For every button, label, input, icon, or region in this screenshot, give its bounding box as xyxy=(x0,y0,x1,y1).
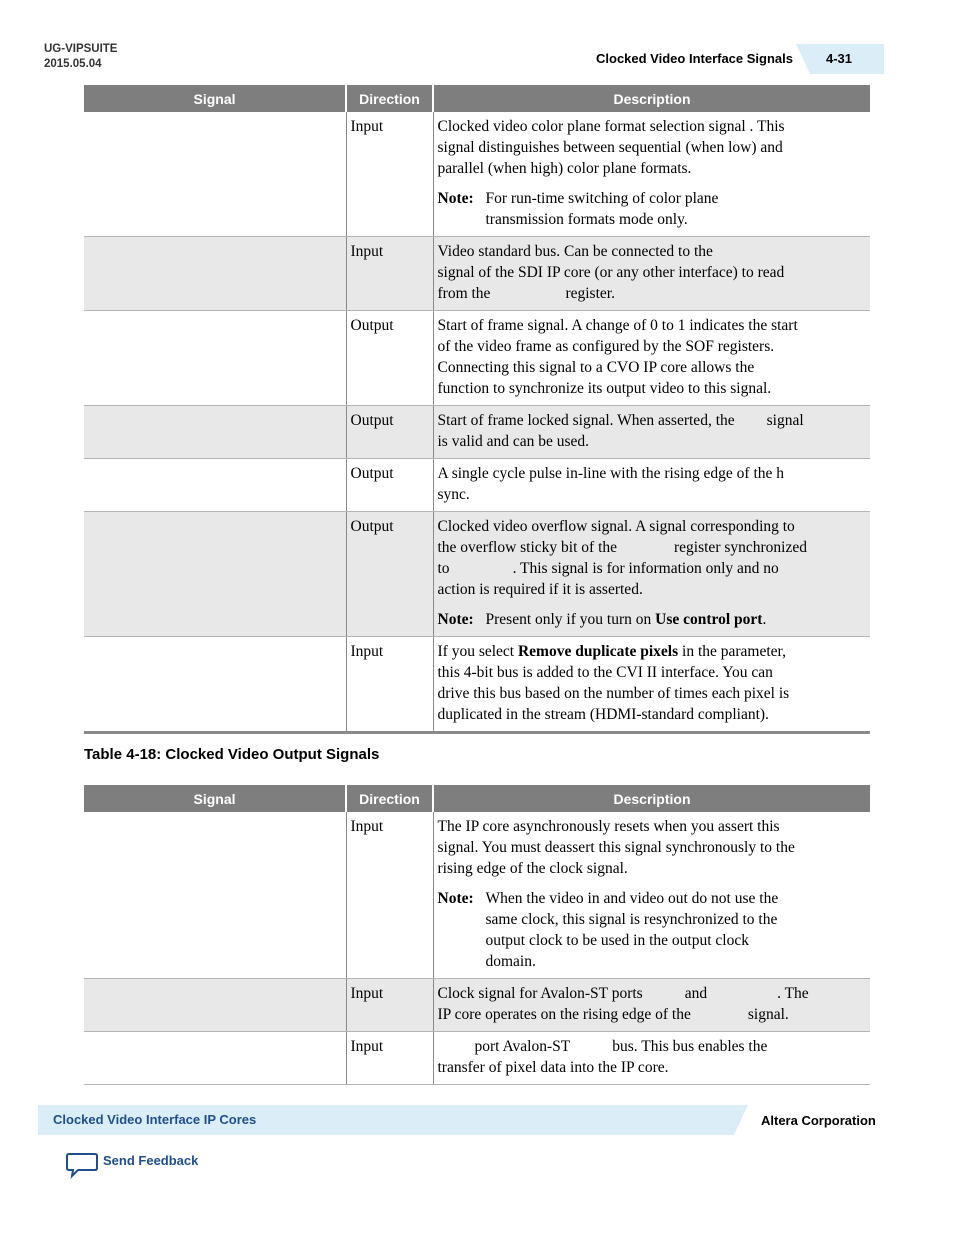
direction-cell: Output xyxy=(346,459,433,512)
document-date: 2015.05.04 xyxy=(44,58,102,70)
description-line xyxy=(438,283,867,304)
document-code: UG-VIPSUITE xyxy=(44,43,118,55)
description-fragment: signal xyxy=(766,412,804,429)
description-line: transfer of pixel data into the IP core. xyxy=(437,1059,669,1076)
page-number: 4-31 xyxy=(826,51,853,66)
description-cell xyxy=(433,1032,870,1085)
description-line: Connecting this signal to a CVO IP core allows the xyxy=(437,359,755,376)
description-line: drive this bus based on the number of times each pixel is xyxy=(437,685,790,702)
description-line: Start of frame signal. A change of 0 to 1 indicates the start xyxy=(437,317,798,334)
description-line xyxy=(438,1004,867,1025)
speech-bubble-icon xyxy=(66,1151,98,1179)
description-fragment: Clock signal for Avalon-ST ports xyxy=(437,985,643,1002)
description-line: signal distinguishes between sequential (when low) and xyxy=(437,139,783,156)
description-line xyxy=(438,558,867,579)
table-row xyxy=(84,1032,870,1085)
description-line: sync. xyxy=(437,486,470,503)
description-fragment: to xyxy=(437,560,450,577)
company-name: Altera Corporation xyxy=(761,1113,876,1128)
note-text: same clock, this signal is resynchronized to the xyxy=(485,911,778,928)
description-line xyxy=(438,410,867,431)
table-row xyxy=(84,979,870,1032)
signal-cell xyxy=(84,112,346,237)
signal-cell xyxy=(84,637,346,733)
direction-cell: Output xyxy=(346,311,433,406)
description-line xyxy=(438,641,867,662)
description-line: function to synchronize its output video to this signal. xyxy=(437,380,772,397)
direction-cell: Output xyxy=(346,512,433,637)
document-id xyxy=(44,42,117,72)
description-line: duplicated in the stream (HDMI-standard compliant). xyxy=(437,706,769,723)
table-row xyxy=(84,311,870,406)
table-row xyxy=(84,112,870,237)
note xyxy=(438,188,867,230)
description-line: action is required if it is asserted. xyxy=(437,581,643,598)
description-cell xyxy=(433,406,870,459)
description-line xyxy=(438,537,867,558)
description-fragment: register synchronized xyxy=(674,539,807,556)
note-text: output clock to be used in the output clock xyxy=(485,932,749,949)
table-row xyxy=(84,512,870,637)
signal-cell xyxy=(84,237,346,311)
note xyxy=(438,609,867,630)
description-cell xyxy=(433,459,870,512)
signal-cell xyxy=(84,406,346,459)
description-line xyxy=(438,983,867,1004)
description-fragment: IP core operates on the rising edge of the xyxy=(437,1006,691,1023)
signal-cell xyxy=(84,512,346,637)
signals-table-continued xyxy=(84,85,870,734)
direction-cell: Input xyxy=(346,1032,433,1085)
column-header-description: Description xyxy=(433,785,870,812)
description-cell xyxy=(433,311,870,406)
note-emphasis: Use control port xyxy=(655,611,763,628)
description-fragment: Start of frame locked signal. When asserted, the xyxy=(437,412,735,429)
direction-cell: Input xyxy=(346,979,433,1032)
direction-cell: Input xyxy=(346,112,433,237)
table-header-row xyxy=(84,785,870,812)
footer-chapter-title: Clocked Video Interface IP Cores xyxy=(53,1112,257,1127)
note-label: Note: xyxy=(437,190,474,207)
note-text: . xyxy=(762,611,767,628)
description-line: A single cycle pulse in-line with the rising edge of the h xyxy=(437,465,785,482)
note-label: Note: xyxy=(437,890,474,907)
description-line: this 4-bit bus is added to the CVI II interface. You can xyxy=(437,664,773,681)
note-label: Note: xyxy=(437,611,474,628)
direction-cell: Input xyxy=(346,637,433,733)
description-fragment: register. xyxy=(565,285,615,302)
description-fragment: and xyxy=(684,985,708,1002)
column-header-description: Description xyxy=(433,85,870,112)
table-row xyxy=(84,812,870,979)
description-cell xyxy=(433,812,870,979)
description-fragment: signal. xyxy=(747,1006,789,1023)
direction-cell: Output xyxy=(346,406,433,459)
description-cell xyxy=(433,237,870,311)
table-row xyxy=(84,406,870,459)
table-row xyxy=(84,637,870,733)
column-header-signal: Signal xyxy=(84,85,346,112)
description-cell xyxy=(433,512,870,637)
description-fragment: in the parameter, xyxy=(678,643,786,660)
table-row xyxy=(84,459,870,512)
column-header-signal: Signal xyxy=(84,785,346,812)
description-fragment: bus. This bus enables the xyxy=(612,1038,768,1055)
description-cell xyxy=(433,112,870,237)
description-fragment: from the xyxy=(437,285,491,302)
page-number-tab xyxy=(796,44,884,74)
description-emphasis: Remove duplicate pixels xyxy=(517,643,679,660)
signal-cell xyxy=(84,812,346,979)
description-cell xyxy=(433,979,870,1032)
note-text: When the video in and video out do not use the xyxy=(485,890,779,907)
description-line: rising edge of the clock signal. xyxy=(437,860,628,877)
signal-cell xyxy=(84,311,346,406)
description-cell xyxy=(433,637,870,733)
table-row xyxy=(84,237,870,311)
description-line: Clocked video overflow signal. A signal corresponding to xyxy=(437,518,795,535)
direction-cell: Input xyxy=(346,812,433,979)
description-line: Video standard bus. Can be connected to the xyxy=(437,243,713,260)
signal-cell xyxy=(84,979,346,1032)
send-feedback-label: Send Feedback xyxy=(103,1153,199,1168)
description-fragment: If you select xyxy=(437,643,518,660)
description-fragment: port Avalon-ST xyxy=(474,1038,571,1055)
note-text: transmission formats mode only. xyxy=(485,211,688,228)
note-text: Present only if you turn on xyxy=(485,611,656,628)
description-fragment: . This signal is for information only and no xyxy=(512,560,779,577)
description-line xyxy=(438,1036,867,1057)
description-line: signal. You must deassert this signal synchronously to the xyxy=(437,839,795,856)
description-line: of the video frame as configured by the SOF registers. xyxy=(437,338,775,355)
signal-cell xyxy=(84,459,346,512)
footer-band xyxy=(38,1105,748,1135)
description-line: signal of the SDI IP core (or any other interface) to read xyxy=(437,264,785,281)
note-text: domain. xyxy=(485,953,536,970)
table-header-row xyxy=(84,85,870,112)
section-title: Clocked Video Interface Signals xyxy=(596,51,793,66)
description-line: The IP core asynchronously resets when you assert this xyxy=(437,818,780,835)
column-header-direction: Direction xyxy=(346,85,433,112)
signal-cell xyxy=(84,1032,346,1085)
table-caption: Table 4-18: Clocked Video Output Signals xyxy=(84,746,380,763)
note-text: For run-time switching of color plane xyxy=(485,190,719,207)
description-fragment: . The xyxy=(777,985,809,1002)
description-line: Clocked video color plane format selection signal . This xyxy=(437,118,785,135)
clocked-video-output-signals-table xyxy=(84,785,870,1085)
column-header-direction: Direction xyxy=(346,785,433,812)
direction-cell: Input xyxy=(346,237,433,311)
description-fragment: the overflow sticky bit of the xyxy=(437,539,617,556)
note xyxy=(438,888,867,972)
description-line: is valid and can be used. xyxy=(437,433,590,450)
description-line: parallel (when high) color plane formats. xyxy=(437,160,692,177)
